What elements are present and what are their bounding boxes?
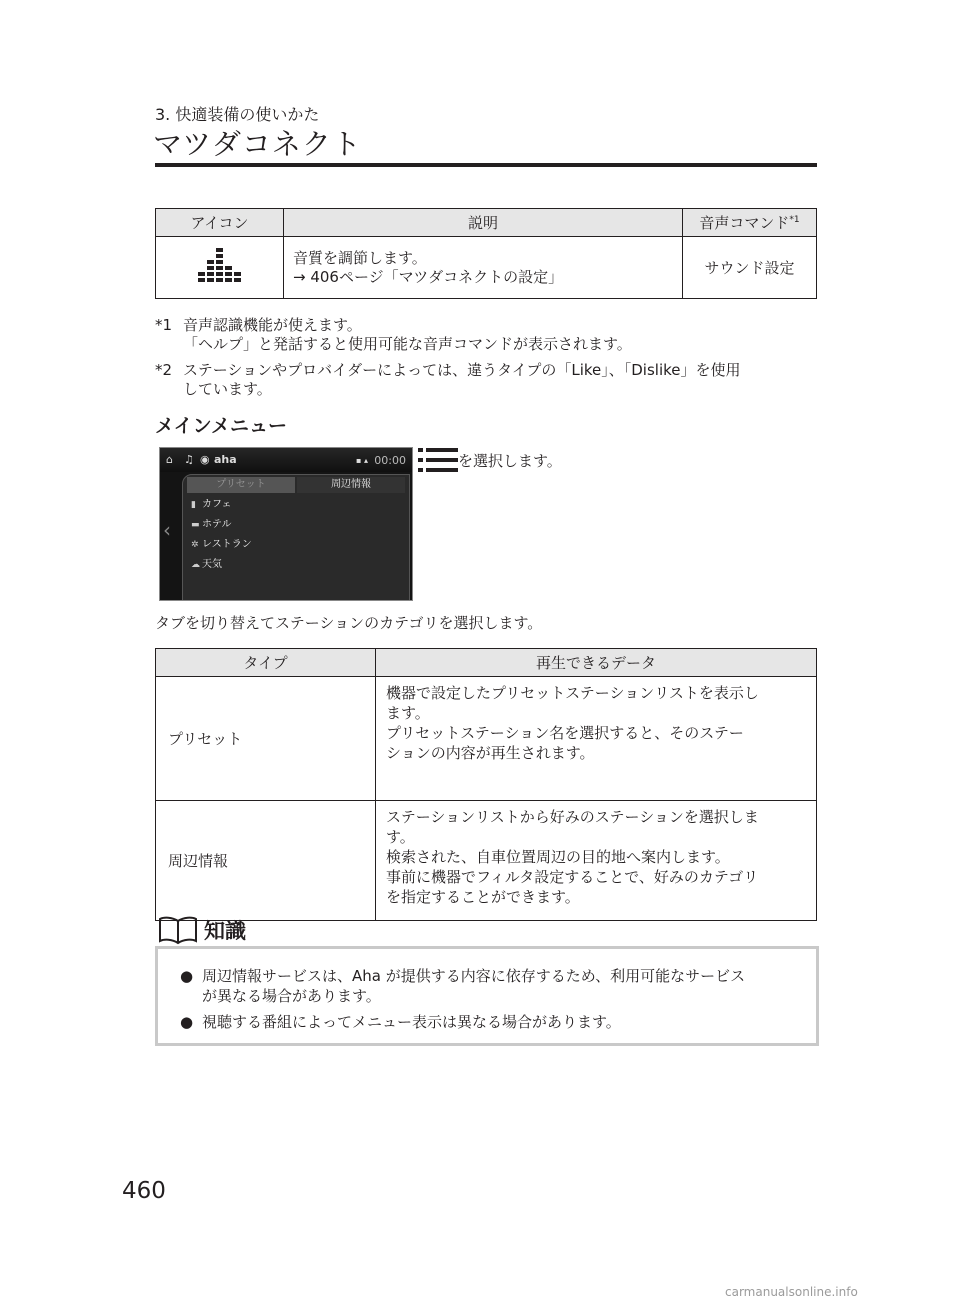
knowledge-text: 周辺情報サービスは、Aha が提供する内容に依存するため、利用可能なサービス: [202, 967, 746, 985]
data-line: 事前に機器でフィルタ設定することで、好みのカテゴリ: [386, 868, 759, 886]
menu-list-icon: [418, 447, 458, 473]
knowledge-heading: [158, 915, 246, 945]
page-reference: → 406ページ「マツダコネクトの設定」: [293, 267, 564, 286]
header-data: 再生できるデータ: [376, 649, 817, 677]
page-number: 460: [122, 1178, 166, 1204]
type-cell: プリセット: [156, 677, 376, 801]
list-item: ▬ ホテル: [191, 515, 232, 535]
type-cell: 周辺情報: [156, 801, 376, 921]
header-type: タイプ: [156, 649, 376, 677]
description-line: 音質を調節します。: [293, 248, 427, 267]
back-arrow-icon: ‹: [163, 518, 171, 542]
footnote-2: [155, 361, 817, 399]
data-line: ます。: [386, 704, 430, 722]
page-title: マツダコネクト: [153, 127, 362, 161]
knowledge-box: [155, 946, 819, 1046]
header-description: 説明: [284, 209, 683, 237]
bed-icon: ▬: [191, 520, 200, 530]
menu-instruction: [418, 447, 562, 473]
knowledge-text: 視聴する番組によってメニュー表示は異なる場合があります。: [202, 1013, 621, 1031]
footnote-1: [155, 316, 817, 354]
list-item: ✲ レストラン: [191, 535, 252, 555]
equalizer-icon: [197, 246, 243, 286]
data-line: 機器で設定したプリセットステーションリストを表示し: [386, 684, 759, 702]
footnote-text: ステーションやプロバイダーによっては、違うタイプの「Like」、「Dislike」を使用: [183, 361, 741, 379]
breadcrumb: 3. 快適装備の使いかた: [155, 105, 320, 124]
restaurant-icon: ✲: [191, 540, 199, 550]
screen-status-bar: [160, 448, 412, 472]
bullet-icon: ●: [180, 1013, 194, 1031]
data-line: を指定することができます。: [386, 888, 580, 906]
header-voice-command: 音声コマンド$^{*1}$: [683, 209, 817, 237]
caption: タブを切り替えてステーションのカテゴリを選択します。: [155, 614, 543, 632]
equalizer-icon-cell: [156, 237, 284, 299]
icon-table: [155, 208, 817, 299]
watermark: carmanualsonline.info: [725, 1285, 858, 1299]
data-cell: [376, 801, 817, 921]
data-line: ステーションリストから好みのステーションを選択しま: [386, 808, 759, 826]
weather-icon: ☁: [191, 560, 200, 570]
list-item: ☁ 天気: [191, 555, 222, 575]
knowledge-title: 知識: [204, 919, 246, 943]
header-icon: アイコン: [156, 209, 284, 237]
type-table-header: [156, 649, 817, 677]
footnote-text: 「ヘルプ」と発話すると使用可能な音声コマンドが表示されます。: [183, 335, 632, 353]
bullet-icon: ●: [180, 967, 194, 985]
music-icon: ♫: [184, 453, 194, 466]
list-item: ▮ カフェ: [191, 495, 232, 515]
knowledge-text: が異なる場合があります。: [202, 987, 381, 1005]
data-line: ションの内容が再生されます。: [386, 744, 595, 762]
title-rule: [155, 163, 817, 167]
type-table: [155, 648, 817, 921]
home-icon: ⌂: [166, 453, 173, 466]
table-row: [156, 237, 817, 299]
aha-logo: aha: [214, 453, 237, 466]
data-line: 検索された、自車位置周辺の目的地へ案内します。: [386, 848, 730, 866]
section-title: メインメニュー: [155, 415, 288, 437]
instruction-text: を選択します。: [458, 451, 562, 470]
coffee-icon: ▮: [191, 500, 196, 510]
aha-screen-image: [159, 447, 413, 601]
screen-panel: [182, 474, 410, 601]
data-line: す。: [386, 828, 415, 846]
screen-clock: 00:00: [374, 454, 406, 467]
table-row: [156, 801, 817, 921]
icon-table-header: [156, 209, 817, 237]
description-cell: [284, 237, 683, 299]
footnote-mark: *1: [155, 316, 173, 334]
book-icon: [158, 915, 198, 945]
data-line: プリセットステーション名を選択すると、そのステー: [386, 724, 744, 742]
voice-command-cell: サウンド設定: [683, 237, 817, 299]
signal-icon: ▪ ▴: [356, 456, 368, 465]
aha-logo-icon: ◉: [200, 453, 210, 466]
table-row: [156, 677, 817, 801]
data-cell: [376, 677, 817, 801]
footnote-text: 音声認識機能が使えます。: [183, 316, 362, 334]
footnote-text: しています。: [183, 380, 272, 398]
list-item: [172, 1012, 812, 1032]
tab-nearby: 周辺情報: [297, 477, 405, 493]
footnote-mark: *2: [155, 361, 173, 379]
list-item: [172, 966, 812, 1006]
tab-preset: プリセット: [187, 477, 295, 493]
